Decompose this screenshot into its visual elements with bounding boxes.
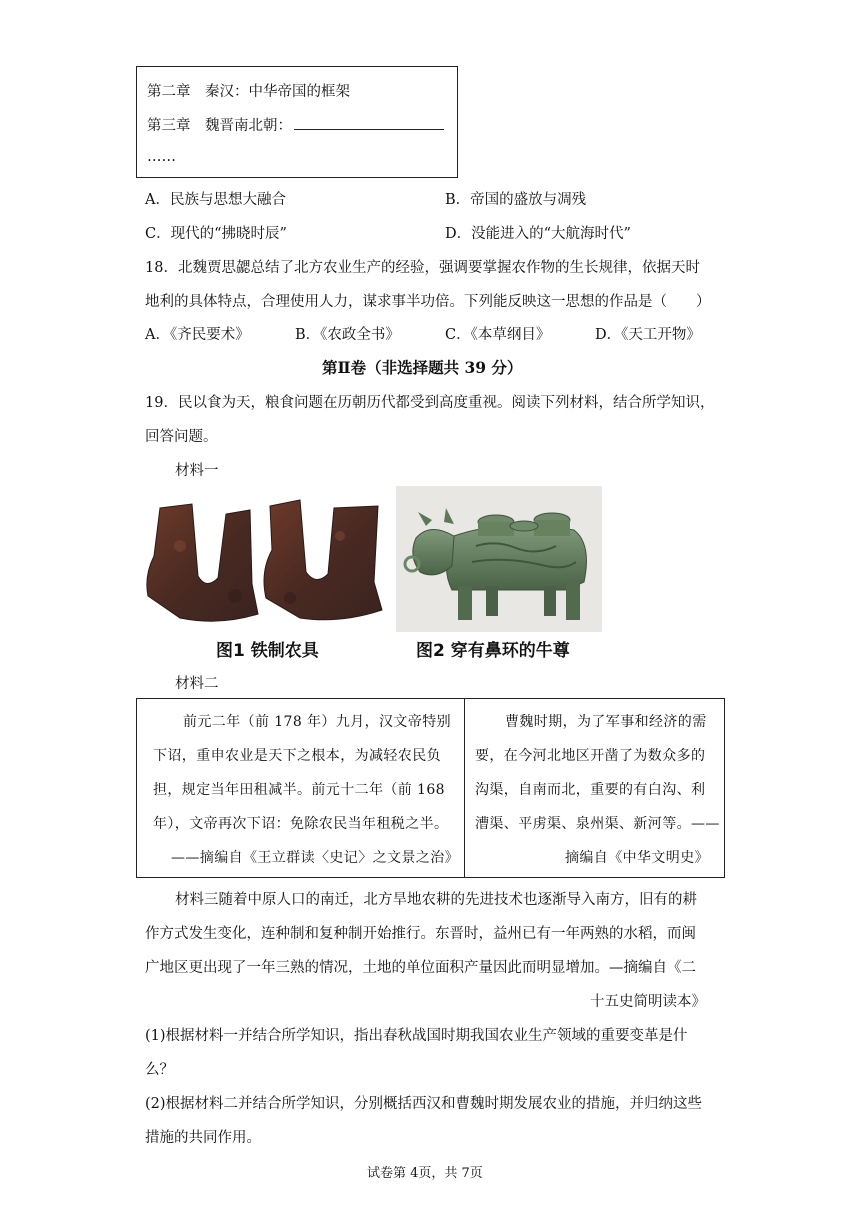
material2-left-source: ——摘编自《王立群读〈史记〉之文景之治》	[171, 850, 459, 866]
material2-right-line: 沟渠，自南而北，重要的有白沟、利	[475, 782, 706, 798]
q19-sub2-line2: 措施的共同作用。	[145, 1130, 261, 1146]
chapter-2-line: 第二章 秦汉：中华帝国的框架	[147, 84, 350, 100]
material2-table	[136, 698, 725, 878]
q18-option-d: D．《天工开物》	[595, 327, 701, 343]
q17-option-b: B．帝国的盛放与凋残	[445, 192, 587, 208]
q19-stem-line2: 回答问题。	[145, 429, 218, 445]
chapter-ellipsis: ……	[147, 149, 176, 165]
chapter-3-line	[147, 114, 444, 135]
q18-option-c: C．《本草纲目》	[445, 327, 551, 343]
q19-sub2-line1: (2)根据材料二并结合所学知识，分别概括西汉和曹魏时期发展农业的措施，并归纳这些	[145, 1096, 703, 1112]
q18-option-a: A．《齐民要术》	[145, 327, 250, 343]
iron-tool-right	[264, 500, 382, 620]
material2-left-line: 前元二年（前 178 年）九月，汉文帝特别	[183, 714, 452, 730]
q19-stem-line1: 19．民以食为天，粮食问题在历朝历代都受到高度重视。阅读下列材料，结合所学知识，	[145, 395, 715, 411]
material3-line: 广地区更出现了一年三熟的情况，土地的单位面积产量因此而明显增加。—摘编自《二	[145, 960, 696, 976]
material2-left-cell	[137, 699, 465, 878]
material3-line: 作方式发生变化，连种制和复种制开始推行。东晋时，益州已有一年两熟的水稻，而闽	[145, 926, 696, 942]
answer-blank	[294, 115, 444, 130]
iron-tool-left	[147, 504, 258, 621]
material2-left-line: 下诏，重申农业是天下之根本，为减轻农民负	[153, 748, 441, 764]
fig1-caption: 图1 铁制农具	[216, 641, 319, 661]
q17-option-d: D．没能进入的“大航海时代”	[445, 226, 631, 242]
page-footer: 试卷第 4页，共 7页	[367, 1166, 483, 1181]
fig2-bronze-ox-image	[396, 486, 602, 632]
q19-sub1-line1: (1)根据材料一并结合所学知识，指出春秋战国时期我国农业生产领域的重要变革是什	[145, 1028, 688, 1044]
chapter-3-label: 第三章 魏晋南北朝：	[147, 118, 292, 134]
material2-label: 材料二	[175, 676, 219, 692]
q19-sub1-line2: 么？	[145, 1062, 174, 1078]
q17-option-a: A．民族与思想大融合	[145, 192, 286, 208]
q18-stem-line2: 地利的具体特点，合理使用人力，谋求事半功倍。下列能反映这一思想的作品是（ ）	[145, 294, 711, 310]
material3-line: 材料三随着中原人口的南迁，北方旱地农耕的先进技术也逐渐导入南方，旧有的耕	[175, 892, 697, 908]
section-title: 第Ⅱ卷（非选择题共 39 分）	[322, 358, 523, 377]
fig2-caption: 图2 穿有鼻环的牛尊	[416, 641, 570, 661]
material2-left-line: 年），文帝再次下诏：免除农民当年租税之半。	[153, 816, 449, 832]
material2-left-line: 担，规定当年田租减半。前元十二年（前 168	[153, 782, 445, 798]
material2-right-line: 漕渠、平虏渠、泉州渠、新河等。——	[475, 816, 720, 832]
material3-source: 十五史简明读本》	[590, 994, 706, 1010]
q17-option-c: C．现代的“拂晓时辰”	[145, 226, 287, 242]
material2-right-line: 曹魏时期，为了军事和经济的需	[505, 714, 707, 730]
material2-right-source: 摘编自《中华文明史》	[565, 850, 709, 866]
material2-right-line: 要，在今河北地区开凿了为数众多的	[475, 748, 706, 764]
chapter-box	[136, 66, 458, 178]
material1-label: 材料一	[175, 463, 219, 479]
fig1-iron-tools-image	[140, 486, 392, 632]
q18-stem-line1: 18．北魏贾思勰总结了北方农业生产的经验，强调要掌握农作物的生长规律，依据天时	[145, 260, 700, 276]
material2-right-cell	[465, 699, 725, 878]
q18-option-b: B．《农政全书》	[295, 327, 400, 343]
